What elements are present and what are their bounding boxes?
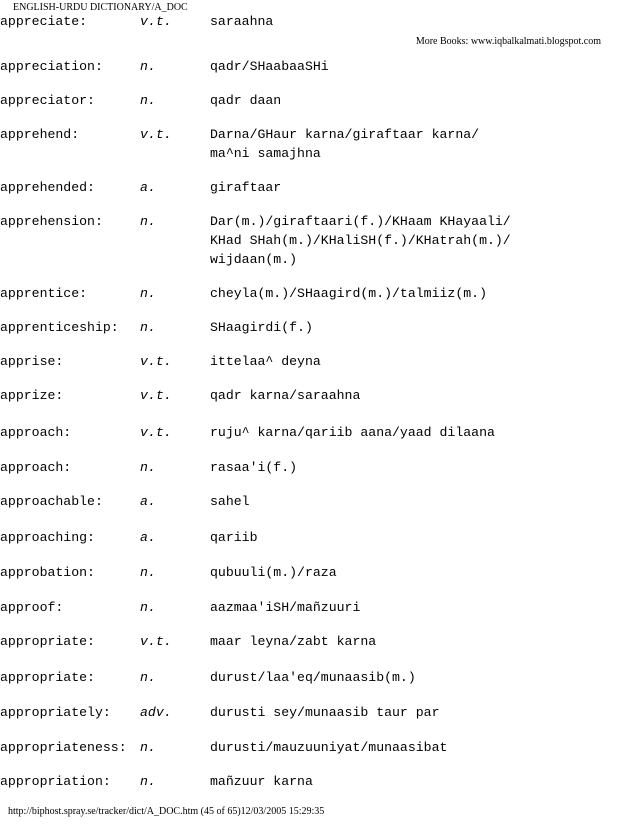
entry-part-of-speech: v.t. [140, 425, 172, 440]
entry-word: appropriately: [0, 705, 111, 720]
entry-word: approaching: [0, 530, 95, 545]
entry-word: appropriateness: [0, 740, 127, 755]
entry-word: apprize: [0, 388, 64, 403]
entry-meaning [210, 668, 416, 687]
entry-meaning-line: Dar(m.)/giraftaari(f.)/KHaam KHayaali/ [210, 214, 511, 229]
entry-word: approach: [0, 460, 72, 475]
entry-meaning-line: sahel [210, 494, 250, 509]
entry-part-of-speech: n. [140, 93, 156, 108]
entry-part-of-speech: n. [140, 740, 156, 755]
entry-part-of-speech: a. [140, 530, 156, 545]
entry-part-of-speech: n. [140, 565, 156, 580]
entry-meaning-line: mañzuur karna [210, 774, 313, 789]
entry-meaning [210, 528, 257, 547]
entry-part-of-speech: v.t. [140, 388, 172, 403]
entry-part-of-speech: n. [140, 214, 156, 229]
entry-meaning-line: ma^ni samajhna [210, 146, 321, 161]
entry-meaning [210, 458, 297, 477]
entry-meaning-line: Darna/GHaur karna/giraftaar karna/ [210, 127, 480, 142]
entry-word: apprenticeship: [0, 320, 119, 335]
entry-meaning [210, 318, 313, 337]
entry-part-of-speech: a. [140, 494, 156, 509]
entry-word: apprise: [0, 354, 64, 369]
entry-word: apprentice: [0, 286, 88, 301]
entry-part-of-speech: n. [140, 670, 156, 685]
entry-meaning-line: qariib [210, 530, 258, 545]
entry-part-of-speech: v.t. [140, 14, 172, 29]
entry-meaning-line: qubuuli(m.)/raza [210, 565, 337, 580]
entry-meaning [210, 352, 321, 371]
entry-part-of-speech: v.t. [140, 634, 172, 649]
entry-meaning [210, 703, 440, 722]
entry-meaning-line: cheyla(m.)/SHaagird(m.)/talmiiz(m.) [210, 286, 487, 301]
entry-meaning-line: SHaagirdi(f.) [210, 320, 313, 335]
entry-meaning [210, 91, 281, 110]
entry-meaning [210, 563, 337, 582]
entry-word: apprehended: [0, 180, 95, 195]
entry-word: appropriation: [0, 774, 111, 789]
entry-meaning [210, 125, 479, 163]
entry-meaning-line: giraftaar [210, 180, 282, 195]
entry-meaning-line: qadr daan [210, 93, 282, 108]
entry-meaning-line: ittelaa^ deyna [210, 354, 321, 369]
entry-part-of-speech: adv. [140, 705, 172, 720]
entry-part-of-speech: n. [140, 774, 156, 789]
entry-meaning [210, 492, 250, 511]
entry-meaning [210, 57, 329, 76]
entry-meaning-line: durust/laa'eq/munaasib(m.) [210, 670, 416, 685]
entry-meaning [210, 12, 273, 31]
entry-meaning [210, 212, 511, 269]
entry-meaning-line: saraahna [210, 14, 274, 29]
entry-part-of-speech: n. [140, 460, 156, 475]
entry-word: apprehend: [0, 127, 80, 142]
entry-part-of-speech: v.t. [140, 354, 172, 369]
entry-part-of-speech: n. [140, 59, 156, 74]
entry-part-of-speech: a. [140, 180, 156, 195]
entry-meaning [210, 284, 487, 303]
entry-meaning-line: qadr/SHaabaaSHi [210, 59, 329, 74]
entry-word: approbation: [0, 565, 95, 580]
entry-part-of-speech: n. [140, 286, 156, 301]
entry-meaning [210, 738, 447, 757]
page-footer-url: http://biphost.spray.se/tracker/dict/A_DOC.htm (45 of 65)12/03/2005 15:29:35 [8, 806, 325, 817]
entry-meaning [210, 598, 360, 617]
entry-part-of-speech: n. [140, 320, 156, 335]
entry-meaning-line: wijdaan(m.) [210, 252, 298, 267]
entry-meaning-line: durusti sey/munaasib taur par [210, 705, 440, 720]
entry-part-of-speech: n. [140, 600, 156, 615]
entry-meaning [210, 632, 376, 651]
entry-meaning [210, 423, 495, 442]
entry-meaning-line: KHad SHah(m.)/KHaliSH(f.)/KHatrah(m.)/ [210, 233, 511, 248]
entry-part-of-speech: v.t. [140, 127, 172, 142]
entry-meaning-line: aazmaa'iSH/mañzuuri [210, 600, 361, 615]
entry-word: appreciation: [0, 59, 103, 74]
entry-word: appropriate: [0, 634, 95, 649]
entry-meaning [210, 386, 360, 405]
entry-meaning-line: maar leyna/zabt karna [210, 634, 377, 649]
document-title: ENGLISH-URDU DICTIONARY/A_DOC [13, 2, 188, 13]
entry-meaning-line: rasaa'i(f.) [210, 460, 298, 475]
entry-word: approachable: [0, 494, 103, 509]
entry-word: appreciate: [0, 14, 88, 29]
entry-word: approach: [0, 425, 72, 440]
entry-meaning-line: durusti/mauzuuniyat/munaasibat [210, 740, 448, 755]
entry-word: appropriate: [0, 670, 95, 685]
entry-meaning [210, 772, 313, 791]
entry-word: appreciator: [0, 93, 95, 108]
entry-meaning-line: qadr karna/saraahna [210, 388, 361, 403]
entry-meaning [210, 178, 281, 197]
entry-word: approof: [0, 600, 64, 615]
more-books-link[interactable]: More Books: www.iqbalkalmati.blogspot.com [415, 36, 601, 47]
entry-word: apprehension: [0, 214, 103, 229]
entry-meaning-line: ruju^ karna/qariib aana/yaad dilaana [210, 425, 495, 440]
